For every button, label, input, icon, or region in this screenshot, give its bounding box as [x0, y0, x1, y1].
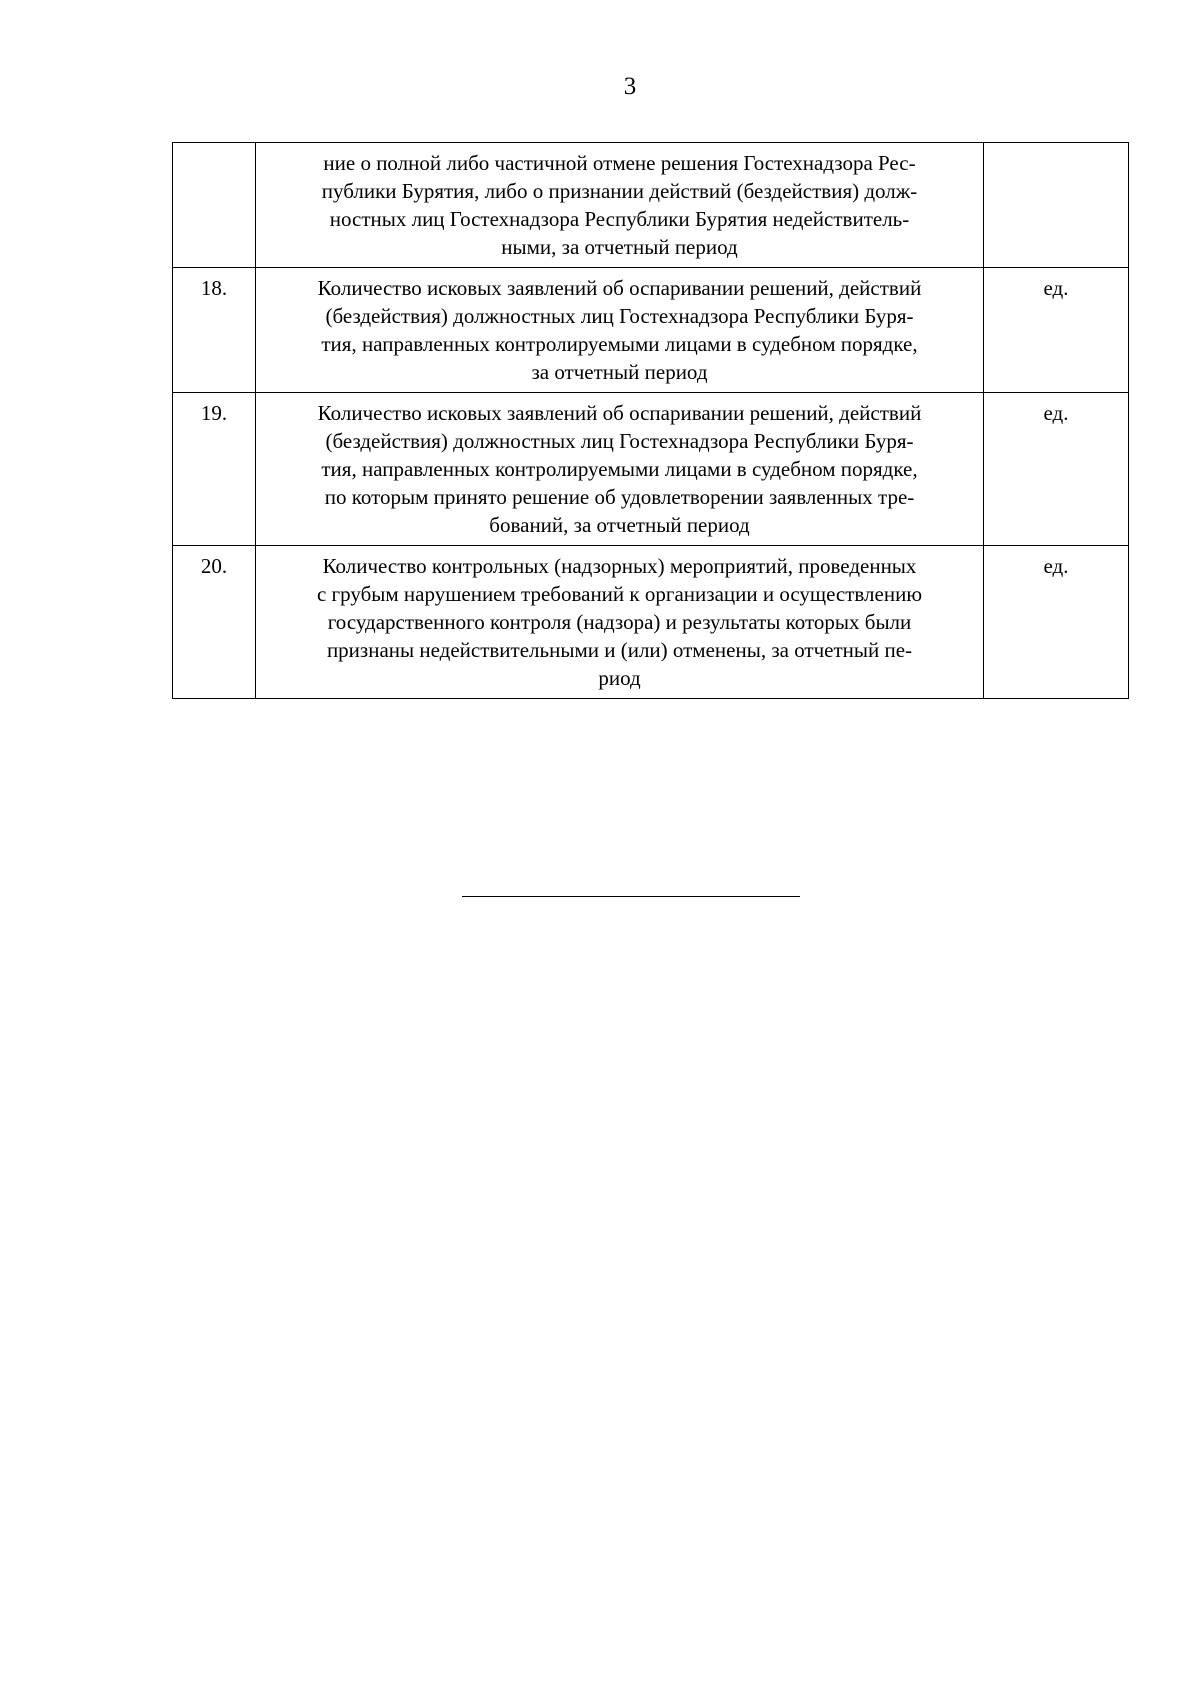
unit-cell: ед.: [984, 546, 1129, 699]
description-line: Количество исковых заявлений об оспаривании решений, действий: [317, 401, 922, 425]
description-line: ностных лиц Гостехнадзора Республики Бурятия недействитель-: [329, 207, 910, 231]
unit-cell: ед.: [984, 268, 1129, 393]
description-line: бований, за отчетный период: [489, 513, 750, 537]
description-line: риод: [598, 666, 641, 690]
row-number-cell: 18.: [173, 268, 256, 393]
description-line: за отчетный период: [531, 360, 708, 384]
description-line: ными, за отчетный период: [501, 235, 738, 259]
description-line: Количество контрольных (надзорных) мероприятий, проведенных: [322, 554, 917, 578]
unit-cell: ед.: [984, 393, 1129, 546]
page-number: 3: [623, 73, 637, 100]
row-number-cell: 19.: [173, 393, 256, 546]
description-line: тия, направленных контролируемыми лицами в судебном порядке,: [321, 332, 918, 356]
table-row: [173, 546, 1129, 699]
table-row: [173, 268, 1129, 393]
row-number-cell: 20.: [173, 546, 256, 699]
indicators-table: [172, 142, 1129, 699]
description-line: (бездействия) должностных лиц Гостехнадзора Республики Буря-: [325, 429, 914, 453]
description-line: (бездействия) должностных лиц Гостехнадзора Республики Буря-: [325, 304, 914, 328]
table-row: [173, 143, 1129, 268]
description-line: государственного контроля (надзора) и результаты которых были: [327, 610, 912, 634]
description-line: с грубым нарушением требований к организации и осуществлению: [316, 582, 923, 606]
table-row: [173, 393, 1129, 546]
description-line: публики Бурятия, либо о признании действий (бездействия) долж-: [321, 179, 918, 203]
indicator-description-cell: [256, 393, 984, 546]
unit-cell: [984, 143, 1129, 268]
description-line: тия, направленных контролируемыми лицами в судебном порядке,: [321, 457, 918, 481]
indicator-description-cell: [256, 546, 984, 699]
description-line: признаны недействительными и (или) отменены, за отчетный пе-: [326, 638, 913, 662]
description-line: Количество исковых заявлений об оспаривании решений, действий: [317, 276, 922, 300]
closing-divider-line: [462, 896, 800, 897]
indicator-description-cell: [256, 143, 984, 268]
indicator-description-cell: [256, 268, 984, 393]
description-line: ние о полной либо частичной отмене решения Гостехнадзора Рес-: [323, 151, 916, 175]
row-number-cell: [173, 143, 256, 268]
description-line: по которым принято решение об удовлетворении заявленных тре-: [324, 485, 915, 509]
